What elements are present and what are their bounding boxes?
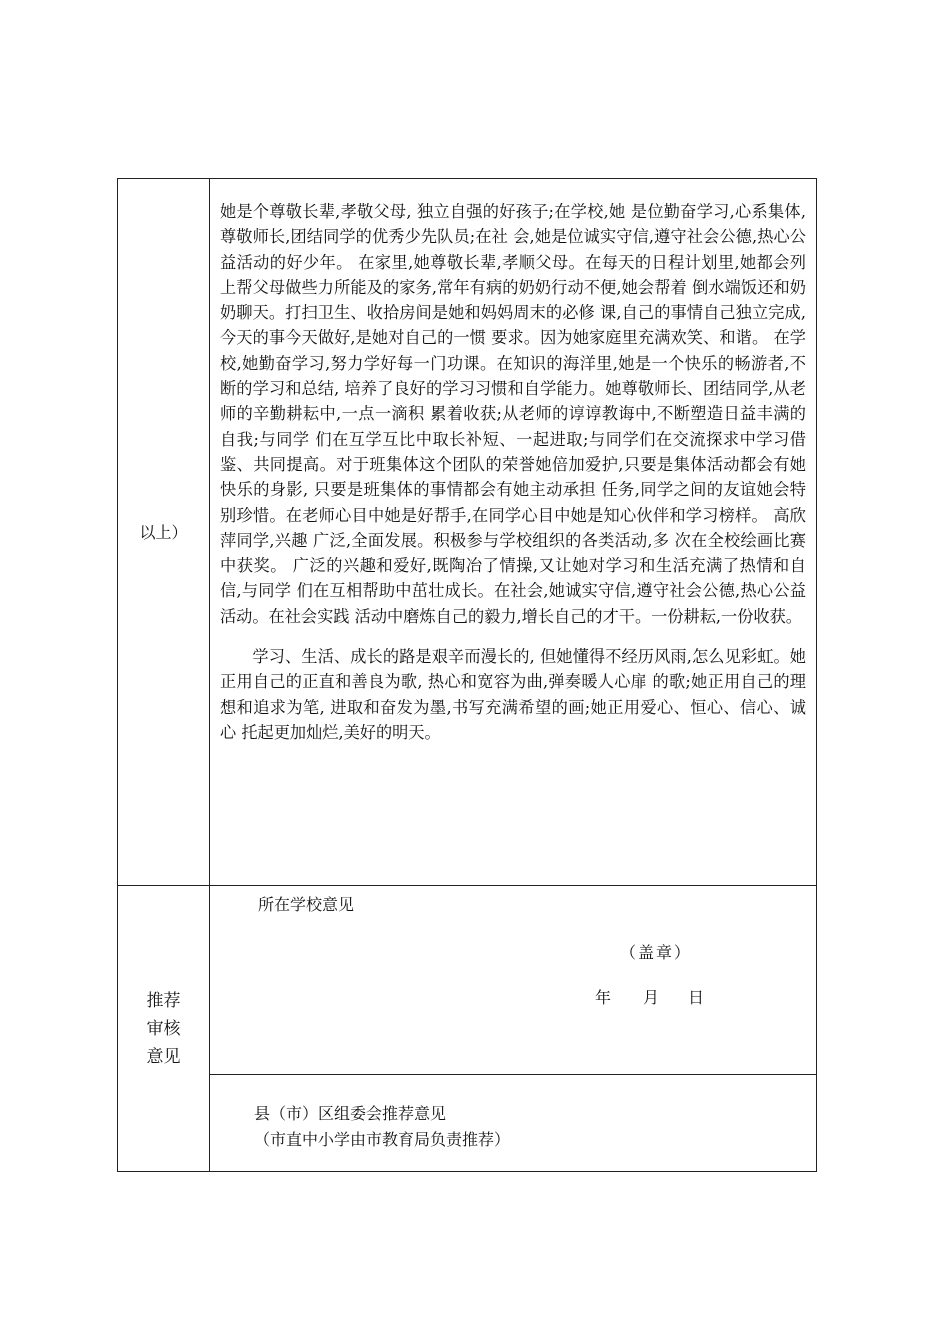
essay-row bbox=[118, 179, 817, 886]
review-label-line-3: 意见 bbox=[146, 1046, 181, 1067]
essay-paragraph-1: 她是个尊敬长辈,孝敬父母, 独立自强的好孩子;在学校,她 是位勤奋学习,心系集体,尊敬师长,团结同学的优秀少先队员;在社 会,她是位诚实守信,遵守社会公德,热心公益活动的好少年。 在家里,她尊敬长辈,孝顺父母。在每天的日程计划里,她都会列上帮父母做些力所能及的家务,常年有病的奶奶行动不便,她会帮着 倒水端饭还和奶奶聊天。打扫卫生、收拾房间是她和妈妈周末的必修 课,自己的事情自己独立完成,今天的事今天做好,是她对自己的一惯 要求。因为她家庭里充满欢笑、和谐。 在学校,她勤奋学习,努力学好每一门功课。在知识的海洋里,她是一个快乐的畅游者,不断的学习和总结, 培养了良好的学习习惯和自学能力。她尊敬师长、团结同学,从老师的辛勤耕耘中,一点一滴积 累着收获;从老师的谆谆教诲中,不断塑造日益丰满的自我;与同学 们在互学互比中取长补短、一起进取;与同学们在交流探求中学习借鉴、共同提高。对于班集体这个团队的荣誉她倍加爱护,只要是集体活动都会有她快乐的身影, 只要是班集体的事情都会有她主动承担 任务,同学之间的友谊她会特别珍惜。在老师心目中她是好帮手,在同学心目中她是知心伙伴和学习榜样。 高欣萍同学,兴趣 广泛,全面发展。积极参与学校组织的各类活动,多 次在全校绘画比赛中获奖。 广泛的兴趣和爱好,既陶冶了情操,又让她对学习和生活充满了热情和自信,与同学 们在互相帮助中茁壮成长。在社会,她诚实守信,遵守社会公德,热心公益活动。在社会实践 活动中磨炼自己的毅力,增长自己的才干。一份耕耘,一份收获。 bbox=[220, 202, 806, 626]
date-month-label: 月 bbox=[643, 988, 660, 1007]
review-label-line-1: 推荐 bbox=[146, 990, 181, 1011]
review-opinion-label bbox=[118, 886, 210, 1172]
date-day-label: 日 bbox=[688, 988, 705, 1007]
county-opinion-title: 县（市）区组委会推荐意见 bbox=[254, 1104, 447, 1123]
date-year-label: 年 bbox=[595, 988, 612, 1007]
county-opinion-note: （市直中小学由市教育局负责推荐） bbox=[254, 1130, 511, 1149]
school-opinion-title: 所在学校意见 bbox=[258, 895, 355, 914]
county-opinion-cell[interactable] bbox=[210, 1075, 817, 1172]
application-form-table bbox=[117, 178, 817, 1172]
essay-paragraph-2: 学习、生活、成长的路是艰辛而漫长的, 但她懂得不经历风雨,怎么见彩虹。她正用自己的正直和善良为歌, 热心和宽容为曲,弹奏暖人心扉 的歌;她正用自己的理想和追求为笔, 进取和奋发为墨,书写充满希望的画;她正用爱心、恒心、信心、诚心 托起更加灿烂,美好的明天。 bbox=[220, 647, 806, 742]
essay-text bbox=[210, 179, 816, 745]
county-opinion-row bbox=[118, 1075, 817, 1172]
school-opinion-row bbox=[118, 886, 817, 1075]
essay-cell bbox=[210, 179, 817, 886]
seal-label: （盖章） bbox=[620, 943, 693, 962]
date-line bbox=[595, 985, 704, 1008]
review-label-line-2: 审核 bbox=[146, 1018, 181, 1039]
essay-row-label: 以上） bbox=[118, 179, 210, 886]
school-opinion-cell[interactable] bbox=[210, 886, 817, 1075]
